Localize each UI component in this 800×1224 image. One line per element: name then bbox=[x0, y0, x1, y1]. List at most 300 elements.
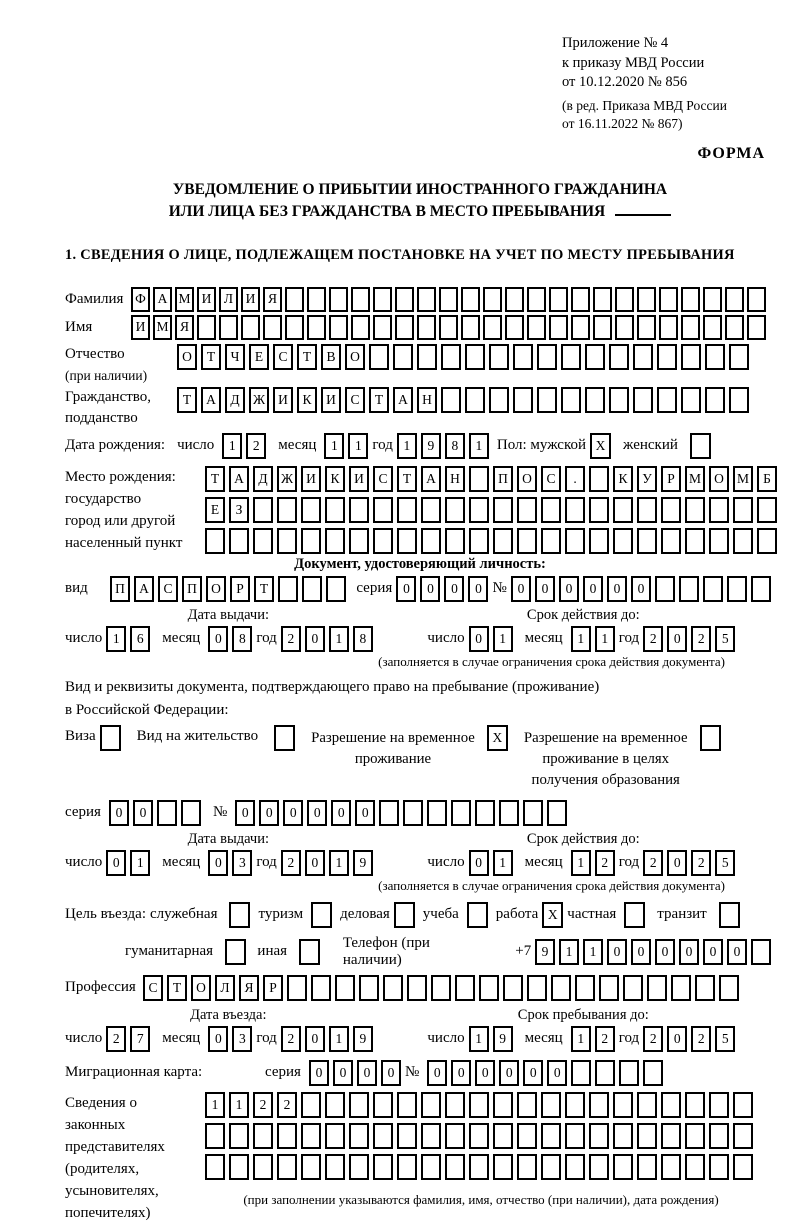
char-box[interactable] bbox=[465, 387, 485, 413]
char-box[interactable]: С bbox=[345, 387, 365, 413]
char-box[interactable]: 0 bbox=[309, 1060, 329, 1086]
char-box[interactable] bbox=[455, 975, 475, 1001]
char-box[interactable] bbox=[733, 528, 753, 554]
char-box[interactable]: М bbox=[153, 315, 172, 340]
char-box[interactable]: У bbox=[637, 466, 657, 492]
char-box[interactable] bbox=[469, 528, 489, 554]
char-box[interactable] bbox=[469, 466, 489, 492]
char-box[interactable] bbox=[595, 1060, 615, 1086]
char-box[interactable]: Т bbox=[201, 344, 221, 370]
char-box[interactable]: Л bbox=[215, 975, 235, 1001]
char-box[interactable]: М bbox=[733, 466, 753, 492]
char-box[interactable] bbox=[445, 497, 465, 523]
char-box[interactable] bbox=[681, 287, 700, 312]
char-box[interactable] bbox=[561, 387, 581, 413]
char-box[interactable] bbox=[349, 1123, 369, 1149]
char-box[interactable]: 0 bbox=[305, 626, 325, 652]
char-box[interactable]: 9 bbox=[493, 1026, 513, 1052]
char-box[interactable]: 2 bbox=[691, 850, 711, 876]
checkbox[interactable] bbox=[700, 725, 721, 751]
char-box[interactable]: 1 bbox=[205, 1092, 225, 1118]
char-box[interactable] bbox=[659, 315, 678, 340]
char-box[interactable]: 8 bbox=[353, 626, 373, 652]
char-box[interactable]: 0 bbox=[208, 850, 228, 876]
char-box[interactable] bbox=[326, 576, 346, 602]
char-box[interactable] bbox=[685, 528, 705, 554]
char-box[interactable]: А bbox=[229, 466, 249, 492]
char-box[interactable] bbox=[351, 315, 370, 340]
char-box[interactable]: И bbox=[241, 287, 260, 312]
char-box[interactable] bbox=[277, 1154, 297, 1180]
checkbox[interactable] bbox=[719, 902, 740, 928]
char-box[interactable] bbox=[589, 1092, 609, 1118]
char-box[interactable]: 6 bbox=[130, 626, 150, 652]
char-box[interactable] bbox=[547, 800, 567, 826]
char-box[interactable]: 0 bbox=[133, 800, 153, 826]
char-box[interactable] bbox=[681, 387, 701, 413]
char-box[interactable] bbox=[205, 1154, 225, 1180]
char-box[interactable]: 1 bbox=[229, 1092, 249, 1118]
char-box[interactable] bbox=[561, 344, 581, 370]
char-box[interactable] bbox=[589, 466, 609, 492]
char-box[interactable]: 2 bbox=[281, 626, 301, 652]
char-box[interactable] bbox=[335, 975, 355, 1001]
checkbox[interactable] bbox=[467, 902, 488, 928]
checkbox[interactable]: X bbox=[590, 433, 611, 459]
char-box[interactable]: 1 bbox=[469, 433, 489, 459]
char-box[interactable] bbox=[571, 315, 590, 340]
char-box[interactable]: 9 bbox=[353, 850, 373, 876]
char-box[interactable] bbox=[527, 287, 546, 312]
char-box[interactable] bbox=[431, 975, 451, 1001]
char-box[interactable] bbox=[537, 387, 557, 413]
char-box[interactable] bbox=[379, 800, 399, 826]
char-box[interactable] bbox=[441, 344, 461, 370]
char-box[interactable] bbox=[517, 528, 537, 554]
char-box[interactable] bbox=[633, 344, 653, 370]
char-box[interactable]: 0 bbox=[655, 939, 675, 965]
char-box[interactable]: И bbox=[131, 315, 150, 340]
char-box[interactable] bbox=[705, 344, 725, 370]
char-box[interactable] bbox=[729, 387, 749, 413]
char-box[interactable] bbox=[571, 287, 590, 312]
char-box[interactable] bbox=[285, 315, 304, 340]
char-box[interactable]: 1 bbox=[348, 433, 368, 459]
char-box[interactable]: Л bbox=[219, 287, 238, 312]
char-box[interactable] bbox=[733, 497, 753, 523]
char-box[interactable]: Т bbox=[369, 387, 389, 413]
char-box[interactable]: 0 bbox=[607, 576, 627, 602]
char-box[interactable]: П bbox=[182, 576, 202, 602]
char-box[interactable] bbox=[637, 1123, 657, 1149]
char-box[interactable] bbox=[659, 287, 678, 312]
char-box[interactable]: 8 bbox=[445, 433, 465, 459]
char-box[interactable]: О bbox=[191, 975, 211, 1001]
char-box[interactable]: 0 bbox=[355, 800, 375, 826]
char-box[interactable] bbox=[397, 497, 417, 523]
char-box[interactable]: Ж bbox=[277, 466, 297, 492]
char-box[interactable]: 0 bbox=[469, 850, 489, 876]
char-box[interactable]: О bbox=[709, 466, 729, 492]
char-box[interactable] bbox=[397, 528, 417, 554]
char-box[interactable] bbox=[637, 1092, 657, 1118]
char-box[interactable] bbox=[417, 315, 436, 340]
char-box[interactable]: Я bbox=[175, 315, 194, 340]
char-box[interactable] bbox=[589, 1154, 609, 1180]
char-box[interactable] bbox=[219, 315, 238, 340]
char-box[interactable] bbox=[593, 315, 612, 340]
char-box[interactable]: 2 bbox=[595, 1026, 615, 1052]
char-box[interactable] bbox=[373, 315, 392, 340]
char-box[interactable] bbox=[643, 1060, 663, 1086]
char-box[interactable] bbox=[503, 975, 523, 1001]
char-box[interactable] bbox=[679, 576, 699, 602]
char-box[interactable] bbox=[325, 497, 345, 523]
char-box[interactable] bbox=[589, 497, 609, 523]
char-box[interactable]: 1 bbox=[329, 1026, 349, 1052]
char-box[interactable] bbox=[229, 1154, 249, 1180]
char-box[interactable]: Е bbox=[205, 497, 225, 523]
char-box[interactable] bbox=[445, 528, 465, 554]
char-box[interactable] bbox=[325, 1092, 345, 1118]
char-box[interactable] bbox=[747, 315, 766, 340]
checkbox[interactable] bbox=[229, 902, 250, 928]
char-box[interactable] bbox=[469, 1154, 489, 1180]
char-box[interactable]: Т bbox=[177, 387, 197, 413]
checkbox[interactable] bbox=[624, 902, 645, 928]
char-box[interactable] bbox=[483, 287, 502, 312]
char-box[interactable]: И bbox=[301, 466, 321, 492]
char-box[interactable] bbox=[493, 1154, 513, 1180]
char-box[interactable] bbox=[751, 939, 771, 965]
char-box[interactable] bbox=[655, 576, 675, 602]
char-box[interactable] bbox=[499, 800, 519, 826]
char-box[interactable]: З bbox=[229, 497, 249, 523]
char-box[interactable] bbox=[527, 315, 546, 340]
char-box[interactable] bbox=[541, 528, 561, 554]
char-box[interactable]: 1 bbox=[583, 939, 603, 965]
char-box[interactable] bbox=[475, 800, 495, 826]
char-box[interactable] bbox=[285, 287, 304, 312]
char-box[interactable]: 0 bbox=[703, 939, 723, 965]
char-box[interactable] bbox=[623, 975, 643, 1001]
char-box[interactable] bbox=[229, 528, 249, 554]
char-box[interactable] bbox=[349, 1092, 369, 1118]
char-box[interactable] bbox=[359, 975, 379, 1001]
char-box[interactable]: 0 bbox=[667, 1026, 687, 1052]
char-box[interactable] bbox=[541, 1123, 561, 1149]
char-box[interactable] bbox=[301, 1092, 321, 1118]
char-box[interactable]: Ж bbox=[249, 387, 269, 413]
char-box[interactable]: И bbox=[321, 387, 341, 413]
char-box[interactable]: С bbox=[143, 975, 163, 1001]
char-box[interactable]: 2 bbox=[643, 1026, 663, 1052]
char-box[interactable]: 1 bbox=[493, 850, 513, 876]
char-box[interactable] bbox=[727, 576, 747, 602]
char-box[interactable]: 2 bbox=[691, 626, 711, 652]
char-box[interactable]: А bbox=[153, 287, 172, 312]
checkbox[interactable] bbox=[274, 725, 295, 751]
char-box[interactable]: 9 bbox=[421, 433, 441, 459]
char-box[interactable] bbox=[395, 287, 414, 312]
char-box[interactable] bbox=[493, 1123, 513, 1149]
char-box[interactable] bbox=[747, 287, 766, 312]
char-box[interactable] bbox=[253, 497, 273, 523]
char-box[interactable]: 1 bbox=[106, 626, 126, 652]
char-box[interactable] bbox=[461, 315, 480, 340]
char-box[interactable]: Ч bbox=[225, 344, 245, 370]
char-box[interactable]: 2 bbox=[106, 1026, 126, 1052]
char-box[interactable] bbox=[633, 387, 653, 413]
char-box[interactable] bbox=[421, 1092, 441, 1118]
char-box[interactable] bbox=[661, 1092, 681, 1118]
char-box[interactable] bbox=[407, 975, 427, 1001]
char-box[interactable] bbox=[493, 497, 513, 523]
char-box[interactable] bbox=[661, 1123, 681, 1149]
char-box[interactable]: 0 bbox=[109, 800, 129, 826]
char-box[interactable] bbox=[421, 497, 441, 523]
char-box[interactable] bbox=[469, 497, 489, 523]
char-box[interactable] bbox=[373, 1154, 393, 1180]
char-box[interactable] bbox=[287, 975, 307, 1001]
char-box[interactable]: 0 bbox=[631, 576, 651, 602]
char-box[interactable]: 5 bbox=[715, 626, 735, 652]
char-box[interactable] bbox=[373, 1092, 393, 1118]
char-box[interactable]: А bbox=[393, 387, 413, 413]
char-box[interactable]: 1 bbox=[329, 626, 349, 652]
checkbox[interactable]: X bbox=[487, 725, 508, 751]
char-box[interactable] bbox=[439, 287, 458, 312]
char-box[interactable]: К bbox=[613, 466, 633, 492]
char-box[interactable] bbox=[349, 528, 369, 554]
char-box[interactable]: 0 bbox=[208, 626, 228, 652]
char-box[interactable]: 0 bbox=[511, 576, 531, 602]
char-box[interactable] bbox=[517, 497, 537, 523]
char-box[interactable]: 1 bbox=[329, 850, 349, 876]
char-box[interactable] bbox=[465, 344, 485, 370]
char-box[interactable] bbox=[565, 1154, 585, 1180]
checkbox[interactable] bbox=[311, 902, 332, 928]
char-box[interactable] bbox=[349, 1154, 369, 1180]
char-box[interactable] bbox=[575, 975, 595, 1001]
char-box[interactable] bbox=[302, 576, 322, 602]
char-box[interactable] bbox=[253, 1123, 273, 1149]
char-box[interactable]: 0 bbox=[523, 1060, 543, 1086]
char-box[interactable] bbox=[373, 1123, 393, 1149]
char-box[interactable] bbox=[751, 576, 771, 602]
char-box[interactable] bbox=[301, 1123, 321, 1149]
char-box[interactable] bbox=[685, 497, 705, 523]
char-box[interactable] bbox=[589, 1123, 609, 1149]
char-box[interactable] bbox=[725, 287, 744, 312]
char-box[interactable] bbox=[757, 528, 777, 554]
char-box[interactable]: 1 bbox=[571, 1026, 591, 1052]
char-box[interactable] bbox=[541, 497, 561, 523]
char-box[interactable] bbox=[549, 315, 568, 340]
char-box[interactable] bbox=[685, 1123, 705, 1149]
char-box[interactable] bbox=[593, 287, 612, 312]
char-box[interactable] bbox=[733, 1123, 753, 1149]
char-box[interactable] bbox=[493, 528, 513, 554]
char-box[interactable]: 0 bbox=[583, 576, 603, 602]
checkbox[interactable]: X bbox=[542, 902, 563, 928]
char-box[interactable] bbox=[307, 315, 326, 340]
char-box[interactable] bbox=[637, 1154, 657, 1180]
char-box[interactable]: Я bbox=[239, 975, 259, 1001]
char-box[interactable] bbox=[263, 315, 282, 340]
char-box[interactable] bbox=[489, 387, 509, 413]
checkbox[interactable] bbox=[690, 433, 711, 459]
char-box[interactable] bbox=[541, 1092, 561, 1118]
char-box[interactable]: 0 bbox=[679, 939, 699, 965]
char-box[interactable] bbox=[513, 344, 533, 370]
char-box[interactable]: 0 bbox=[396, 576, 416, 602]
char-box[interactable] bbox=[417, 344, 437, 370]
char-box[interactable] bbox=[373, 287, 392, 312]
char-box[interactable] bbox=[637, 497, 657, 523]
char-box[interactable] bbox=[565, 1092, 585, 1118]
char-box[interactable]: 0 bbox=[499, 1060, 519, 1086]
char-box[interactable]: Т bbox=[254, 576, 274, 602]
char-box[interactable] bbox=[703, 315, 722, 340]
char-box[interactable]: П bbox=[110, 576, 130, 602]
char-box[interactable] bbox=[241, 315, 260, 340]
char-box[interactable] bbox=[469, 1092, 489, 1118]
char-box[interactable]: Т bbox=[167, 975, 187, 1001]
char-box[interactable]: 0 bbox=[547, 1060, 567, 1086]
char-box[interactable] bbox=[349, 497, 369, 523]
char-box[interactable]: 8 bbox=[232, 626, 252, 652]
char-box[interactable]: 9 bbox=[353, 1026, 373, 1052]
char-box[interactable]: 2 bbox=[246, 433, 266, 459]
char-box[interactable] bbox=[483, 315, 502, 340]
char-box[interactable] bbox=[421, 528, 441, 554]
char-box[interactable] bbox=[451, 800, 471, 826]
char-box[interactable] bbox=[277, 497, 297, 523]
char-box[interactable]: Д bbox=[225, 387, 245, 413]
char-box[interactable] bbox=[565, 1123, 585, 1149]
char-box[interactable]: Е bbox=[249, 344, 269, 370]
char-box[interactable] bbox=[523, 800, 543, 826]
char-box[interactable] bbox=[729, 344, 749, 370]
char-box[interactable]: 3 bbox=[232, 1026, 252, 1052]
checkbox[interactable] bbox=[299, 939, 320, 965]
char-box[interactable] bbox=[301, 528, 321, 554]
char-box[interactable] bbox=[585, 344, 605, 370]
char-box[interactable] bbox=[307, 287, 326, 312]
char-box[interactable] bbox=[681, 315, 700, 340]
char-box[interactable] bbox=[681, 344, 701, 370]
char-box[interactable]: О bbox=[345, 344, 365, 370]
char-box[interactable]: С bbox=[373, 466, 393, 492]
char-box[interactable] bbox=[329, 315, 348, 340]
char-box[interactable]: 1 bbox=[559, 939, 579, 965]
char-box[interactable] bbox=[181, 800, 201, 826]
char-box[interactable]: 5 bbox=[715, 850, 735, 876]
char-box[interactable] bbox=[613, 1123, 633, 1149]
char-box[interactable] bbox=[565, 528, 585, 554]
char-box[interactable] bbox=[703, 576, 723, 602]
char-box[interactable]: 2 bbox=[281, 850, 301, 876]
char-box[interactable] bbox=[661, 528, 681, 554]
char-box[interactable] bbox=[589, 528, 609, 554]
char-box[interactable]: Т bbox=[397, 466, 417, 492]
char-box[interactable] bbox=[397, 1092, 417, 1118]
char-box[interactable] bbox=[709, 1154, 729, 1180]
char-box[interactable] bbox=[421, 1123, 441, 1149]
char-box[interactable]: 0 bbox=[469, 626, 489, 652]
char-box[interactable]: Н bbox=[417, 387, 437, 413]
char-box[interactable] bbox=[549, 287, 568, 312]
char-box[interactable]: 9 bbox=[535, 939, 555, 965]
char-box[interactable] bbox=[329, 287, 348, 312]
char-box[interactable] bbox=[505, 315, 524, 340]
char-box[interactable]: П bbox=[493, 466, 513, 492]
char-box[interactable]: В bbox=[321, 344, 341, 370]
char-box[interactable] bbox=[757, 497, 777, 523]
char-box[interactable] bbox=[393, 344, 413, 370]
char-box[interactable] bbox=[615, 287, 634, 312]
char-box[interactable] bbox=[439, 315, 458, 340]
char-box[interactable] bbox=[637, 287, 656, 312]
char-box[interactable] bbox=[325, 528, 345, 554]
char-box[interactable] bbox=[493, 1092, 513, 1118]
char-box[interactable] bbox=[325, 1154, 345, 1180]
char-box[interactable] bbox=[685, 1154, 705, 1180]
char-box[interactable]: 1 bbox=[130, 850, 150, 876]
char-box[interactable] bbox=[373, 528, 393, 554]
char-box[interactable]: 2 bbox=[281, 1026, 301, 1052]
char-box[interactable] bbox=[517, 1092, 537, 1118]
char-box[interactable]: 1 bbox=[469, 1026, 489, 1052]
char-box[interactable]: А bbox=[134, 576, 154, 602]
char-box[interactable] bbox=[505, 287, 524, 312]
char-box[interactable]: И bbox=[273, 387, 293, 413]
char-box[interactable]: 1 bbox=[493, 626, 513, 652]
char-box[interactable]: 0 bbox=[333, 1060, 353, 1086]
char-box[interactable] bbox=[351, 287, 370, 312]
char-box[interactable] bbox=[709, 1092, 729, 1118]
char-box[interactable]: Т bbox=[297, 344, 317, 370]
char-box[interactable] bbox=[685, 1092, 705, 1118]
char-box[interactable]: . bbox=[565, 466, 585, 492]
char-box[interactable] bbox=[637, 315, 656, 340]
char-box[interactable] bbox=[661, 1154, 681, 1180]
char-box[interactable]: Б bbox=[757, 466, 777, 492]
char-box[interactable] bbox=[397, 1154, 417, 1180]
char-box[interactable] bbox=[489, 344, 509, 370]
char-box[interactable]: 0 bbox=[535, 576, 555, 602]
char-box[interactable] bbox=[705, 387, 725, 413]
char-box[interactable] bbox=[397, 1123, 417, 1149]
char-box[interactable] bbox=[311, 975, 331, 1001]
char-box[interactable] bbox=[709, 528, 729, 554]
char-box[interactable]: 1 bbox=[571, 850, 591, 876]
char-box[interactable] bbox=[733, 1092, 753, 1118]
char-box[interactable]: 0 bbox=[259, 800, 279, 826]
char-box[interactable]: Ф bbox=[131, 287, 150, 312]
char-box[interactable]: С bbox=[541, 466, 561, 492]
char-box[interactable] bbox=[157, 800, 177, 826]
char-box[interactable] bbox=[373, 497, 393, 523]
char-box[interactable]: К bbox=[325, 466, 345, 492]
char-box[interactable]: 7 bbox=[130, 1026, 150, 1052]
char-box[interactable]: 2 bbox=[253, 1092, 273, 1118]
char-box[interactable]: 0 bbox=[451, 1060, 471, 1086]
char-box[interactable]: С bbox=[158, 576, 178, 602]
char-box[interactable]: 3 bbox=[232, 850, 252, 876]
char-box[interactable] bbox=[695, 975, 715, 1001]
